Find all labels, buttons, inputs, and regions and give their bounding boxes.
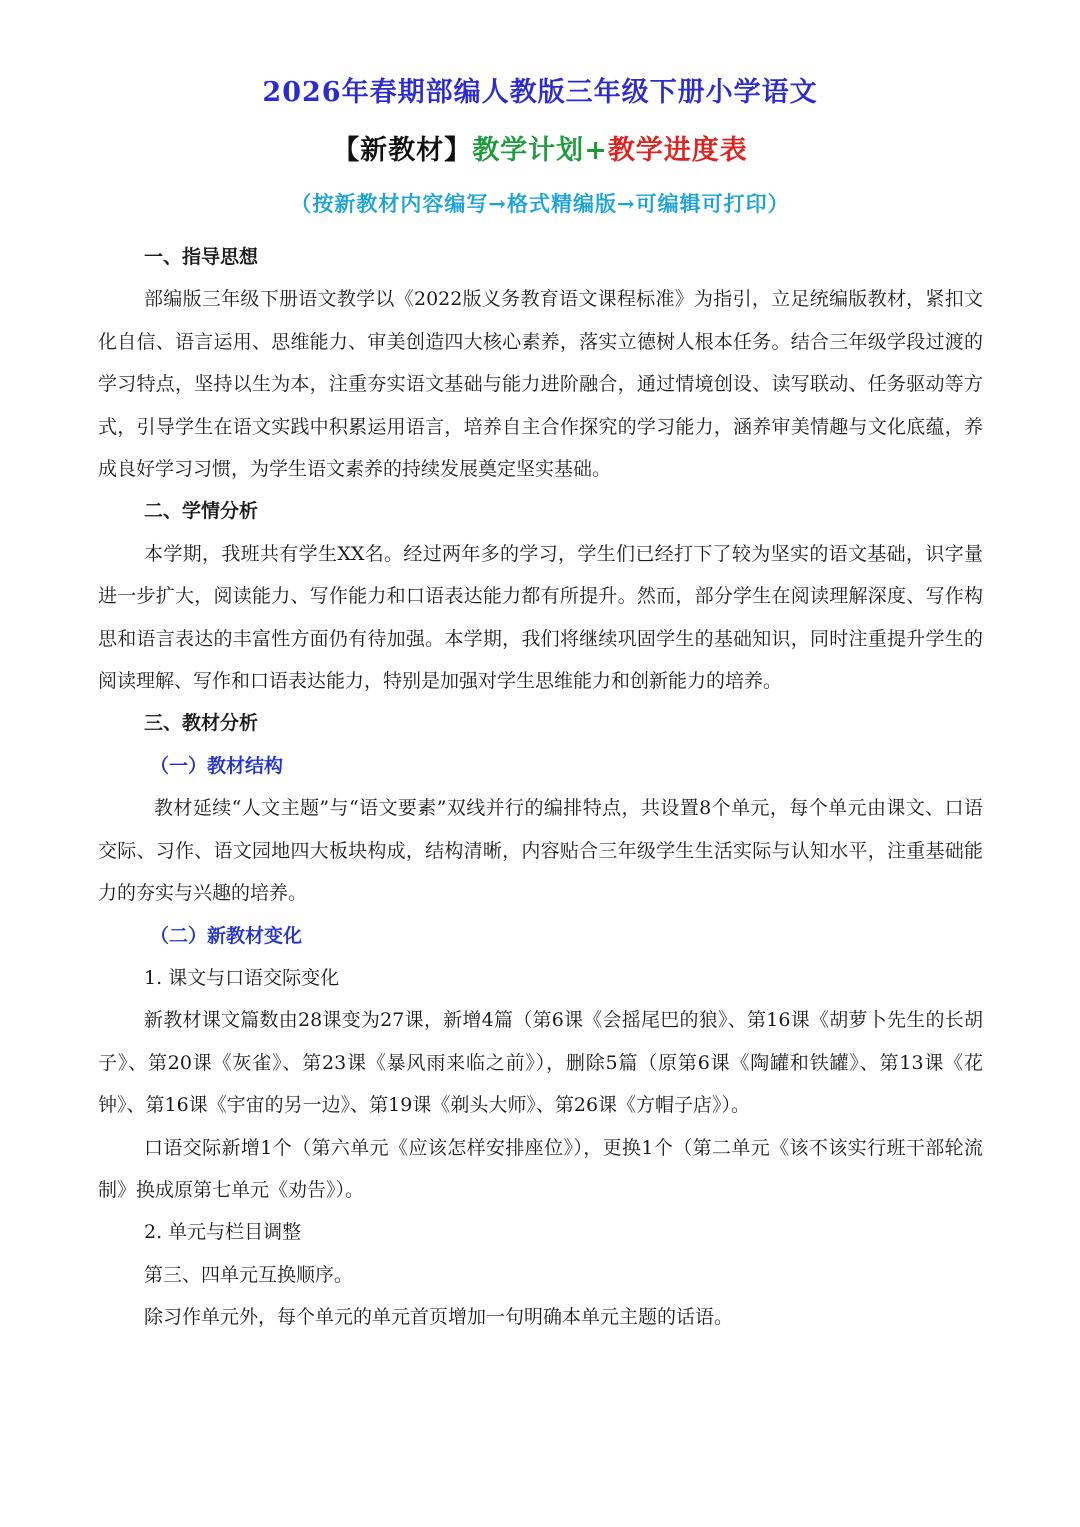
- document-title: 2026年春期部编人教版三年级下册小学语文: [262, 77, 818, 108]
- analysis-paragraph: 本学期，我班共有学生XX名。经过两年多的学习，学生们已经打下了较为坚实的语文基础，识字量进一步扩大，阅读能力、写作能力和口语表达能力都有所提升。然而，部分学生在阅读理解深度、写作构思和语言表达的丰富性方面仍有待加强。本学期，我们将继续巩固学生的基础知识，同时注重提升学生的阅读理解、写作和口语表达能力，特别是加强对学生思维能力和创新能力的培养。: [98, 542, 983, 693]
- document-title-line2: [0, 128, 1080, 167]
- section-heading-analysis: 二、学情分析: [144, 500, 259, 523]
- change-item-1-text-a: 新教材课文篇数由28课变为27课，新增4篇（第6课《会摇尾巴的狼》、第16课《胡萝卜先生的长胡子》、第20课《灰雀》、第23课《暴风雨来临之前》），删除5篇（原第6课《陶罐和铁罐》、第13课《花钟》、第16课《宇宙的另一边》、第19课《剃头大师》、第26课《方帽子店》）。: [98, 1009, 983, 1117]
- guiding-paragraph: 部编版三年级下册语文教学以《2022版义务教育语文课程标准》为指引，立足统编版教材，紧扣文化自信、语言运用、思维能力、审美创造四大核心素养，落实立德树人根本任务。结合三年级学段过渡的学习特点，坚持以生为本，注重夯实语文基础与能力进阶融合，通过情境创设、读写联动、任务驱动等方式，引导学生在语文实践中积累运用语言，培养自主合作探究的学习能力，涵养审美情趣与文化底蕴，养成良好学习习惯，为学生语文素养的持续发展奠定坚实基础。: [98, 288, 983, 481]
- subheading-structure: （一）教材结构: [150, 754, 284, 777]
- change-item-2-text-a: 第三、四单元互换顺序。: [144, 1263, 354, 1286]
- new-textbook-label: 【新教材】: [332, 135, 473, 166]
- change-item-1: 1. 课文与口语交际变化: [144, 966, 340, 989]
- change-item-2-text-b: 除习作单元外，每个单元的单元首页增加一句明确本单元主题的话语。: [144, 1306, 734, 1329]
- change-item-1-text-b: 口语交际新增1个（第六单元《应该怎样安排座位》），更换1个（第二单元《该不该实行班干部轮流制》换成原第七单元《劝告》）。: [98, 1136, 983, 1201]
- document-subtitle: （按新教材内容编写→格式精编版→可编辑可打印）: [290, 191, 790, 216]
- schedule-label: 教学进度表: [607, 135, 748, 166]
- structure-paragraph: 教材延续“人文主题”与“语文要素”双线并行的编排特点，共设置8个单元，每个单元由课文、口语交际、习作、语文园地四大板块构成，结构清晰，内容贴合三年级学生生活实际与认知水平，注重基础能力的夯实与兴趣的培养。: [98, 797, 983, 905]
- section-heading-guiding: 一、指导思想: [144, 246, 259, 268]
- document-body: [98, 236, 983, 1339]
- section-heading-textbook: 三、教材分析: [144, 712, 259, 735]
- change-item-2: 2. 单元与栏目调整: [144, 1221, 302, 1244]
- teaching-plan-label: 教学计划: [472, 135, 585, 166]
- plus-sign: +: [584, 135, 608, 166]
- subheading-changes: （二）新教材变化: [150, 924, 303, 947]
